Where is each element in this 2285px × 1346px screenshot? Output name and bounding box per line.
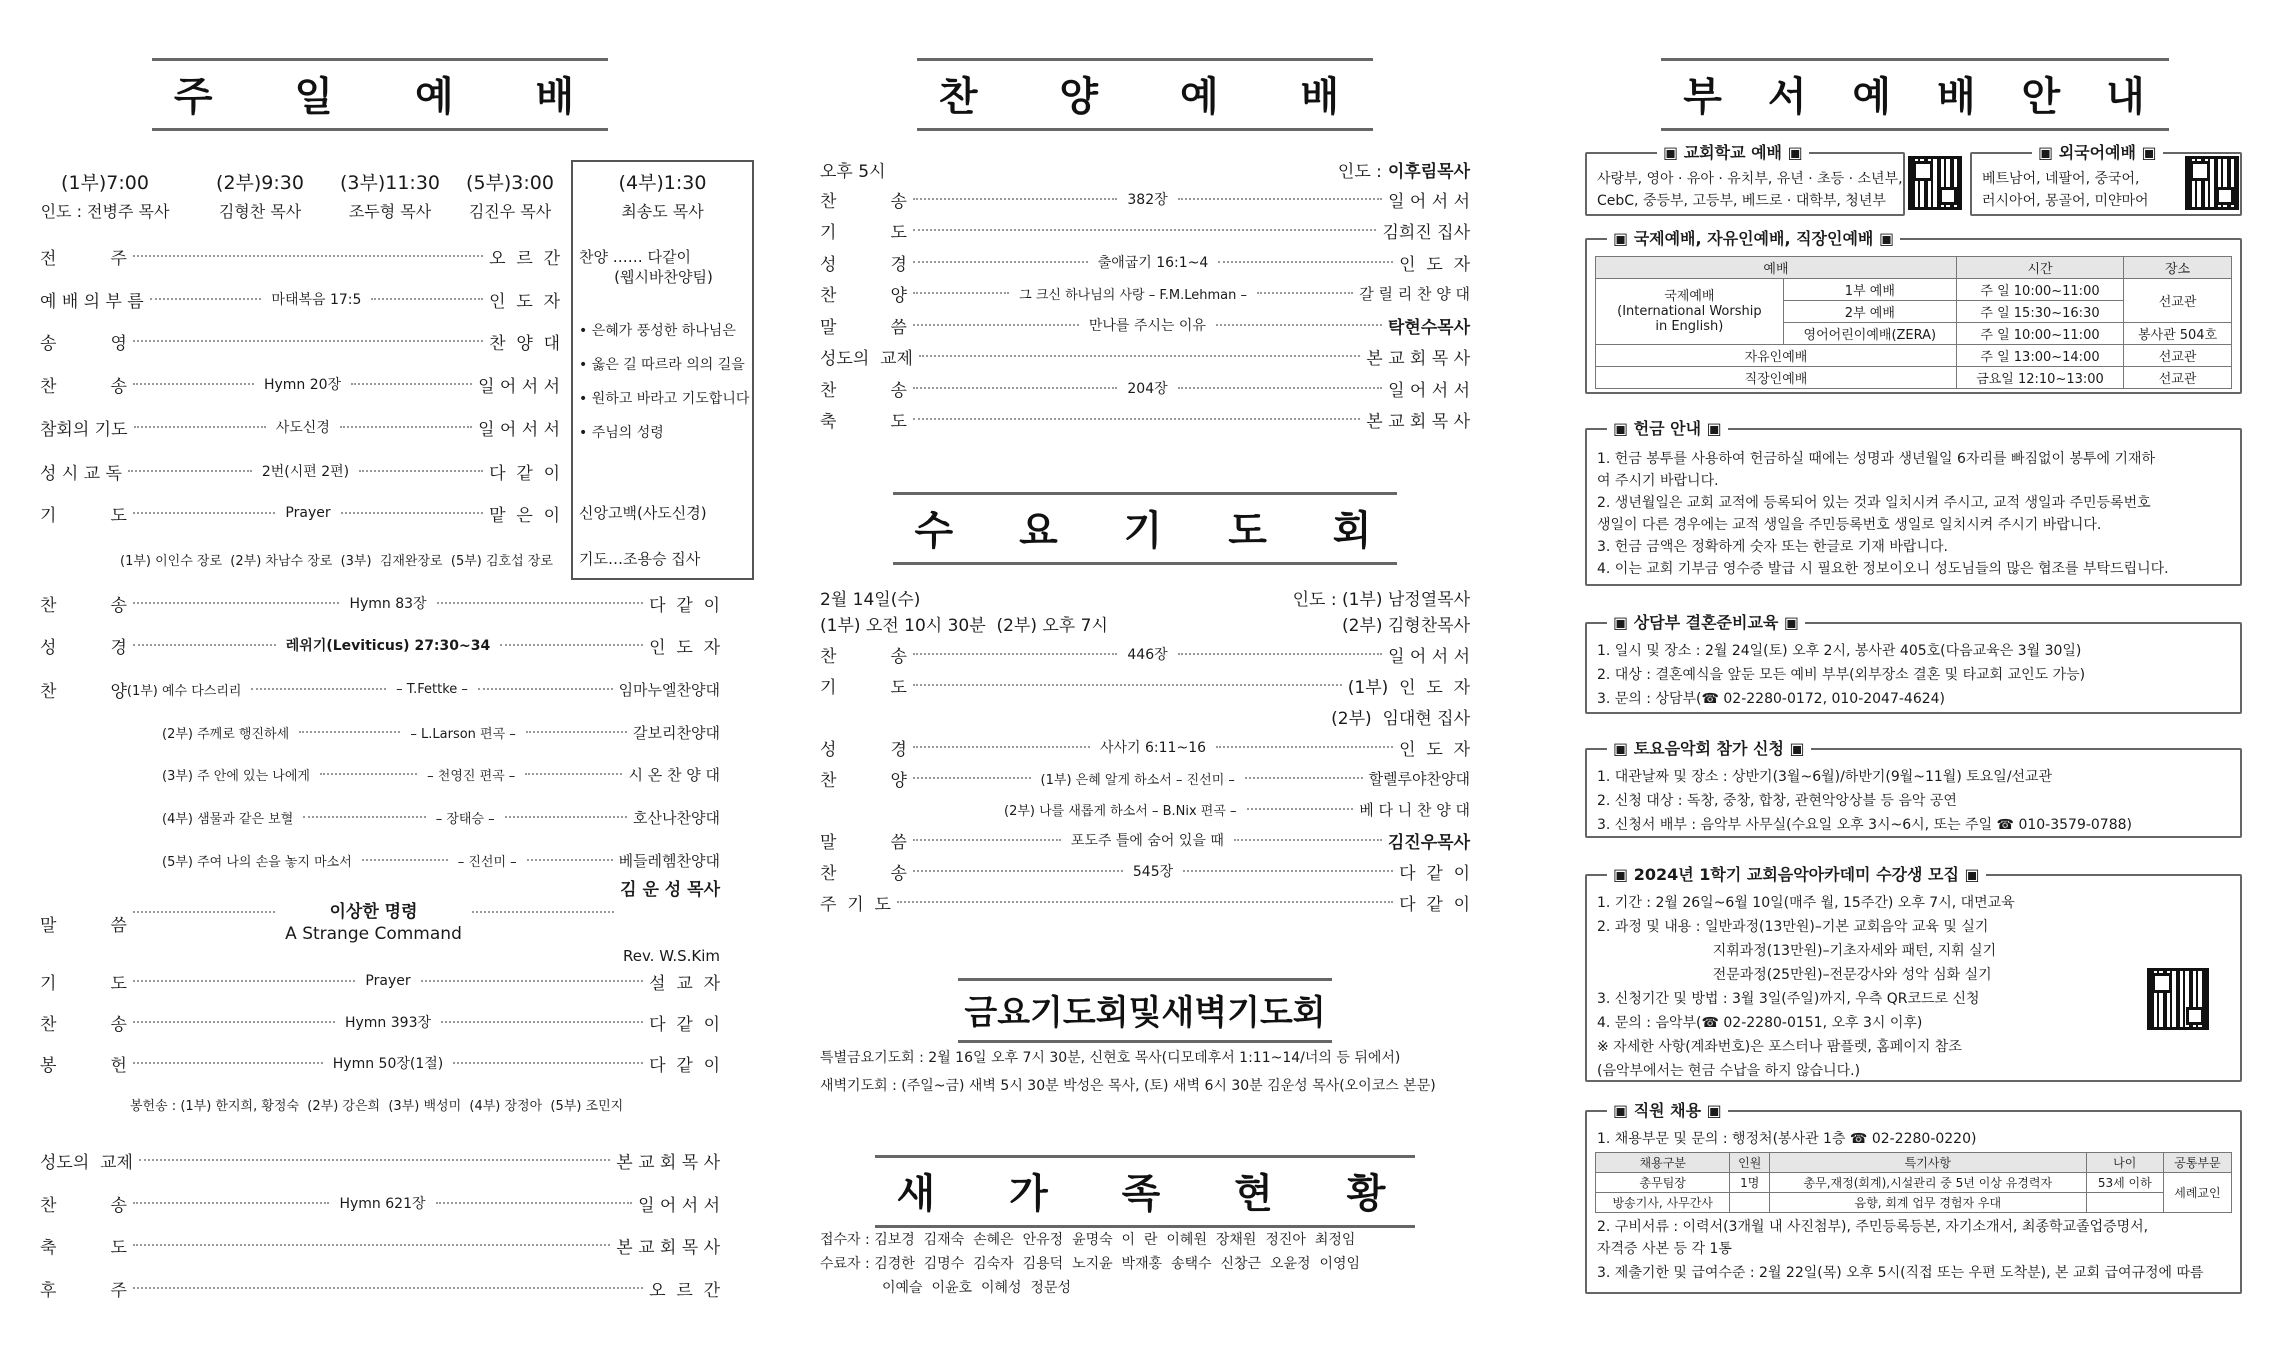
offering-people: 봉헌송 : (1부) 한지희, 황정숙 (2부) 강은희 (3부) 백성미 (4부) 장정아 (5부) 조민지 bbox=[130, 1098, 624, 1114]
order-row: (2부) 나를 새롭게 하소서 – B.Nix 편곡 – 베 다 니 찬 양 대 bbox=[1004, 800, 1470, 819]
sermon-row: 말 씀 이상한 명령 A Strange Command 김 운 성 목사 Rev. W.S.Kim bbox=[40, 880, 720, 965]
new-family-line: 수료자 : 김경한 김명수 김숙자 김용덕 노지윤 박재홍 송택수 신창근 오윤정 이영임 bbox=[820, 1256, 1361, 1272]
wed-header: (1부) 오전 10시 30분 (2부) 오후 7시 (2부) 김형찬목사 bbox=[820, 615, 1470, 636]
order-row: 찬 양 그 크신 하나님의 사랑 – F.M.Lehman – 갈 릴 리 찬 양 대 bbox=[820, 284, 1471, 306]
order-row: 예 배 의 부 름 마태복음 17:5 인 도 자 bbox=[40, 291, 560, 312]
academy-box: ▣ 2024년 1학기 교회음악아카데미 수강생 모집 ▣ 1. 기간 : 2월 26일~6월 10일(매주 월, 15주간) 오후 7시, 대면교육 2. 과정 및 내용 : 일반과정(13만원)–기본 교회음악 교육 및 실기 지휘과정(13만원)–기초자세와 패턴, 지휘 실기 전문과정(25만원)–전문강사와 성악 심화 실기 3. 신청기간 및 방법 : 3월 3일(주일)까지, 우측 QR코드로 신청 4. 문의 : 음악부(☎ 02-2280-0151, 오후 3시 이후) ※ 자세한 사항(계좌번호)은 포스터나 팜플렛, 홈페이지 참조 (음악부에서는 현금 수납을 하지 않습니다.) bbox=[1585, 874, 2242, 1082]
praise-worship-column bbox=[820, 0, 1470, 1346]
qr-code-icon[interactable] bbox=[2147, 968, 2209, 1030]
order-row: 성 경 레위기(Leviticus) 27:30~34 인 도 자 bbox=[40, 637, 721, 658]
order-row: 성 경 출애굽기 16:1~4 인 도 자 bbox=[820, 254, 1470, 275]
order-row: 기 도 (1부) 인 도 자 bbox=[820, 677, 1470, 698]
new-family-line: 접수자 : 김보경 김재숙 손혜은 안유정 윤명숙 이 란 이혜원 장채원 정진아 최정임 bbox=[820, 1232, 1356, 1248]
order-row: 성도의 교제 본 교 회 목 사 bbox=[40, 1152, 720, 1173]
order-row: 봉 헌 Hymn 50장(1절) 다 같 이 bbox=[40, 1055, 720, 1076]
order-row: 성도의 교제 본 교 회 목 사 bbox=[820, 348, 1470, 369]
offering-box: ▣ 헌금 안내 ▣ 1. 헌금 봉투를 사용하여 헌금하실 때에는 성명과 생년월일 6자리를 빠짐없이 봉투에 기재하 여 주시기 바랍니다. 2. 생년월일은 교회 교적에 등록되어 있는 것과 일치시켜 주시고, 교적 생일과 주민등록번호 생일이 다른 경우에는 교적 생일을 주민등록번호 생일로 일치시켜 주시기 바랍니다. 3. 헌금 금액은 정확하게 숫자 또는 한글로 기재 바랍니다. 4. 이는 교회 기부금 영수증 발급 시 필요한 정보이오니 성도님들의 많은 협조를 부탁드립니다. bbox=[1585, 428, 2242, 586]
time-3: (3부)11:30 조두형 목사 bbox=[339, 172, 441, 221]
order-row: 찬 송 Hymn 20장 일 어 서 서 bbox=[40, 376, 561, 397]
choir-row: (5부) 주여 나의 손을 놓지 마소서 – 진선미 – 베들레헴찬양대 bbox=[162, 851, 721, 870]
order-row: 찬 송 Hymn 621장 일 어 서 서 bbox=[40, 1195, 721, 1216]
order-row: 찬 송 Hymn 83장 다 같 이 bbox=[40, 595, 720, 616]
order-row: 찬 양 (1부) 은혜 알게 하소서 – 진선미 – 할렐루야찬양대 bbox=[820, 769, 1470, 791]
order-row: (2부) 임대현 집사 bbox=[1331, 708, 1470, 729]
order-row: 기 도 김희진 집사 bbox=[820, 222, 1470, 243]
praise-header: 오후 5시 인도 : 이후림목사 bbox=[820, 161, 1470, 182]
choir-row: (3부) 주 안에 있는 나에게 – 천영진 편곡 – 시 온 찬 양 대 bbox=[162, 765, 720, 784]
hiring-table: 채용구분 인원 특기사항 나이 공통부문 총무팀장 1명 총무,재정(회계),시설관리 중 5년 이상 유경력자 53세 이하 세례교인 방송기사, 사무간사 음향, 회계 업무 경험자 우대 bbox=[1595, 1152, 2232, 1213]
order-row: 참회의 기도 사도신경 일 어 서 서 bbox=[40, 419, 560, 440]
order-row: 성 경 사사기 6:11~16 인 도 자 bbox=[820, 739, 1471, 760]
order-row: 전 주 오 르 간 bbox=[40, 248, 560, 269]
time-5: (5부)3:00 김진우 목사 bbox=[466, 172, 554, 221]
department-title: 부 서 예 배 안 내 bbox=[1585, 58, 2245, 131]
praise-worship-title: 찬 양 예 배 bbox=[820, 58, 1470, 131]
school-box: ▣ 교회학교 예배 ▣ 사랑부, 영아 · 유아 · 유치부, 유년 · 초등 · 소년부, CebC, 중등부, 고등부, 베드로 · 대학부, 청년부 bbox=[1585, 152, 1905, 216]
order-row: 찬 송 Hymn 393장 다 같 이 bbox=[40, 1014, 720, 1035]
order-row: 후 주 오 르 간 bbox=[40, 1280, 720, 1301]
choir-row: (2부) 주께로 행진하세 – L.Larson 편곡 – 갈보리찬양대 bbox=[162, 723, 720, 742]
sunday-worship-title: 주 일 예 배 bbox=[40, 58, 720, 131]
qr-code-icon[interactable] bbox=[2185, 156, 2239, 210]
order-row: 축 도 본 교 회 목 사 bbox=[40, 1237, 720, 1258]
department-column bbox=[1585, 0, 2245, 1346]
qr-code-icon[interactable] bbox=[1908, 156, 1962, 210]
hiring-box: ▣ 직원 채용 ▣ 1. 채용부문 및 문의 : 행정처(봉사관 1층 ☎ 02-2280-0220) 2. 구비서류 : 이력서(3개월 내 사진첨부), 주민등록등본, 자기소개서, 최종학교졸업증명서, 자격증 사본 등 각 1통 3. 제출기한 및 급여수준 : 2월 22일(목) 오후 5시(직접 또는 우편 도착분), 본 교회 급여규정에 따름 bbox=[1585, 1110, 2242, 1294]
concert-box: ▣ 토요음악회 참가 신청 ▣ 1. 대관날짜 및 장소 : 상반기(3월~6월)/하반기(9월~11월) 토요일/선교관 2. 신청 대상 : 독창, 중창, 합창, 관현악앙상블 등 음악 공연 3. 신청서 배부 : 음악부 사무실(수요일 오후 3시~6시, 또는 주일 ☎ 010-3579-0788) bbox=[1585, 748, 2242, 838]
wednesday-title: 수 요 기 도 회 bbox=[820, 492, 1470, 565]
dawn-line: 새벽기도회 : (주일~금) 새벽 5시 30분 박성은 목사, (토) 새벽 6시 30분 김운성 목사(오이코스 본문) bbox=[820, 1078, 1436, 1094]
new-family-title: 새 가 족 현 황 bbox=[820, 1155, 1470, 1228]
time-1: (1부)7:00 인도 : 전병주 목사 bbox=[40, 172, 170, 221]
time-2: (2부)9:30 김형찬 목사 bbox=[216, 172, 304, 221]
fourth-service-box: 찬양 …… 다같이 (웹시바찬양팀) • 은혜가 풍성한 하나님은 • 옳은 길 따르라 의의 길을 • 원하고 바라고 기도합니다 • 주님의 성령 신앙고백(사도신경) 기도…조용승 집사 bbox=[571, 160, 754, 580]
order-row: 찬 송 545장 다 같 이 bbox=[820, 863, 1470, 884]
prayer-people: (1부) 이인수 장로 (2부) 차남수 장로 (3부) 김재완장로 (5부) 김호섭 장로 bbox=[120, 553, 553, 569]
order-row: 주 기 도 다 같 이 bbox=[820, 894, 1470, 915]
order-row: 기 도 Prayer 맡 은 이 bbox=[40, 505, 560, 526]
order-row: 찬 송 446장 일 어 서 서 bbox=[820, 646, 1471, 667]
counsel-box: ▣ 상담부 결혼준비교육 ▣ 1. 일시 및 장소 : 2월 24일(토) 오후 2시, 봉사관 405호(다음교육은 3월 30일) 2. 대상 : 결혼예식을 앞둔 모든 예비 부부(외부장소 결혼 및 타교회 교인도 가능) 3. 문의 : 상담부(☎ 02-2280-0172, 010-2047-4624) bbox=[1585, 622, 2242, 714]
choir-row: 찬 양 (1부) 예수 다스리리 – T.Fettke – 임마누엘찬양대 bbox=[40, 680, 720, 702]
order-row: 송 영 찬 양 대 bbox=[40, 333, 560, 354]
order-row: 찬 송 382장 일 어 서 서 bbox=[820, 191, 1471, 212]
intl-worship-table: 예배 시간 장소 국제예배 (International Worship in English) 1부 예배 주 일 10:00~11:00 선교관 2부 예배 주 일 15:30~16:30 영어어린이예배(ZERA) 주 일 10:00~11:00 봉사관 504호 자유인예배 주 일 13:00~14:00 선교관 직장인예배 금요일 12:10~13:00 선교관 bbox=[1595, 256, 2232, 389]
order-row: 말 씀 포도주 틀에 숨어 있을 때 김진우목사 bbox=[820, 832, 1470, 853]
order-row: 축 도 본 교 회 목 사 bbox=[820, 411, 1470, 432]
order-row: 찬 송 204장 일 어 서 서 bbox=[820, 380, 1471, 401]
choir-row: (4부) 샘물과 같은 보혈 – 장태승 – 호산나찬양대 bbox=[162, 808, 720, 827]
order-row: 말 씀 만나를 주시는 이유 탁현수목사 bbox=[820, 317, 1471, 338]
friday-title: 금요기도회및새벽기도회 bbox=[820, 978, 1470, 1043]
friday-line: 특별금요기도회 : 2월 16일 오후 7시 30분, 신현호 목사(디모데후서 1:11~14/너의 등 뒤에서) bbox=[820, 1050, 1401, 1066]
sunday-worship-column bbox=[40, 0, 750, 1346]
wed-header: 2월 14일(수) 인도 : (1부) 남정열목사 bbox=[820, 589, 1470, 610]
order-row: 기 도 Prayer 설 교 자 bbox=[40, 973, 720, 994]
time-4: (4부)1:30 최송도 목사 bbox=[618, 172, 707, 221]
new-family-line: 이예슬 이윤호 이혜성 정문성 bbox=[882, 1280, 1071, 1296]
foreign-box: ▣ 외국어예배 ▣ 베트남어, 네팔어, 중국어, 러시아어, 몽골어, 미얀마어 bbox=[1970, 152, 2242, 216]
intl-worship-box: ▣ 국제예배, 자유인예배, 직장인예배 ▣ bbox=[1585, 238, 2242, 394]
order-row: 성 시 교 독 2번(시편 2편) 다 같 이 bbox=[40, 463, 560, 484]
